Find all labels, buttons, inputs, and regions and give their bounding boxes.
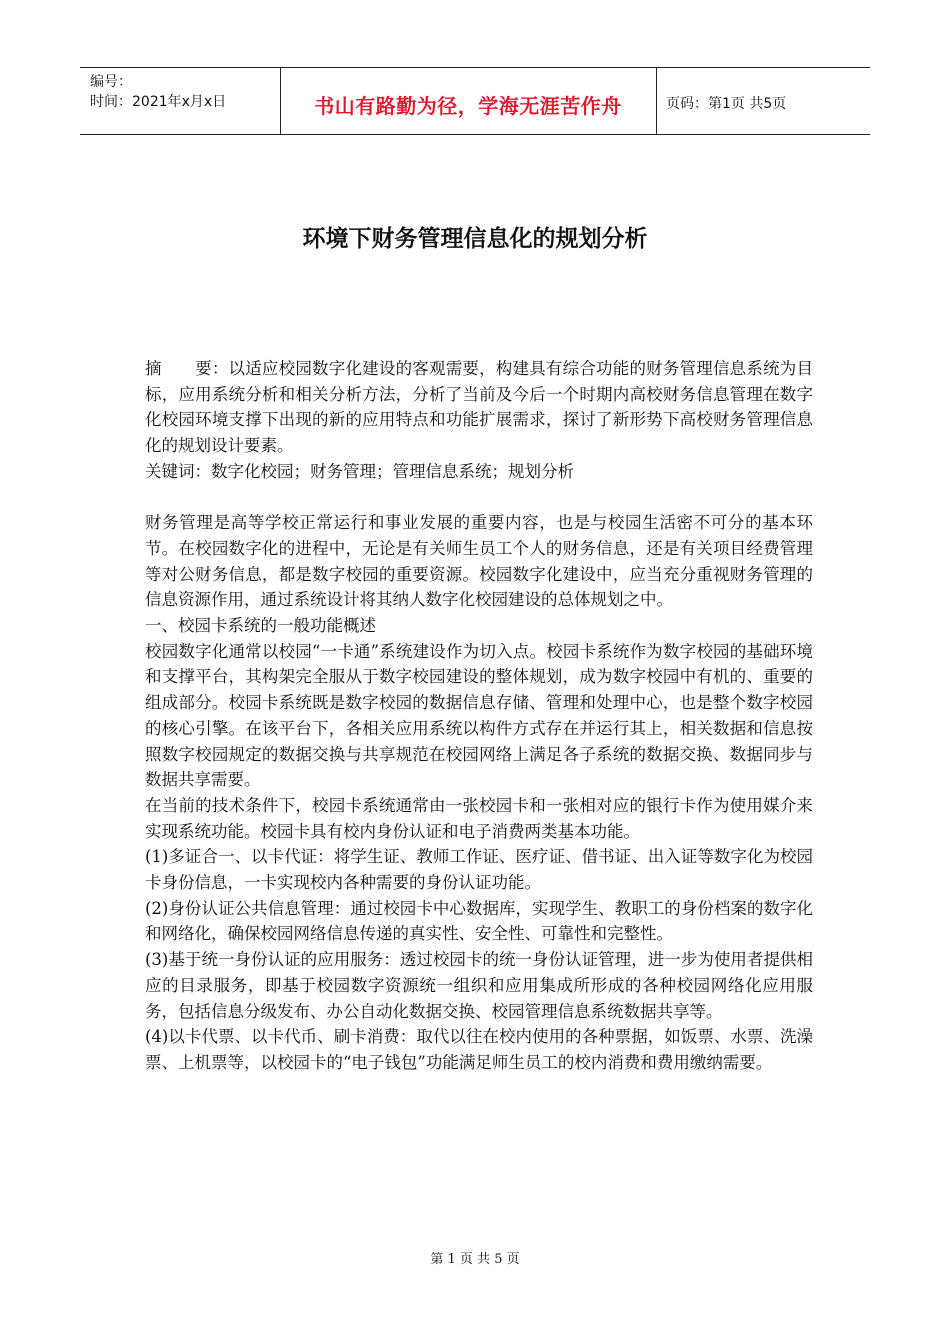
page-info: 页码：第1页 共5页	[666, 96, 787, 112]
paragraph: 财务管理是高等学校正常运行和事业发展的重要内容，也是与校园生活密不可分的基本环节。在校园数字化的进程中，无论是有关师生员工个人的财务信息，还是有关项目经费管理等对公财务信息，都是数字校园的重要资源。校园数字化建设中，应当充分重视财务管理的信息资源作用，通过系统设计将其纳人数字化校园建设的总体规划之中。	[145, 513, 813, 610]
page-header	[80, 67, 870, 135]
section-heading: 一、校园卡系统的一般功能概述	[145, 616, 376, 636]
number-label: 编号：	[90, 74, 132, 90]
document-body	[145, 356, 813, 1076]
abstract: 摘 要：以适应校园数字化建设的客观需要，构建具有综合功能的财务管理信息系统为目标，应用系统分析和相关分析方法，分析了当前及今后一个时期内高校财务信息管理在数字化校园环境支撑下出现的新的应用特点和功能扩展需求，探讨了新形势下高校财务管理信息化的规划设计要素。	[145, 359, 813, 456]
list-item: (4)以卡代票、以卡代币、刷卡消费：取代以往在校内使用的各种票据，如饭票、水票、洗澡票、上机票等，以校园卡的“电子钱包”功能满足师生员工的校内消费和费用缴纳需要。	[145, 1027, 813, 1072]
paragraph-gap	[145, 485, 813, 511]
list-item: (1)多证合一、以卡代证：将学生证、教师工作证、医疗证、借书证、出入证等数字化为校园卡身份信息，一卡实现校内各种需要的身份认证功能。	[145, 847, 813, 893]
date-label: 时间：2021年x月x日	[90, 94, 227, 110]
header-motto: 书山有路勤为径，学海无涯苦作舟	[314, 94, 622, 118]
page-footer: 第 1 页 共 5 页	[430, 1252, 520, 1267]
header-divider	[656, 68, 657, 134]
keywords: 关键词：数字化校园；财务管理；管理信息系统；规划分析	[145, 461, 574, 481]
paragraph: 在当前的技术条件下，校园卡系统通常由一张校园卡和一张相对应的银行卡作为使用媒介来实现系统功能。校园卡具有校内身份认证和电子消费两类基本功能。	[145, 795, 813, 841]
list-item: (3)基于统一身份认证的应用服务：透过校园卡的统一身份认证管理，进一步为使用者提供相应的目录服务，即基于校园数字资源统一组织和应用集成所形成的各种校园网络化应用服务，包括信息分级发布、办公自动化数据交换、校园管理信息系统数据共享等。	[145, 950, 813, 1021]
document-title: 环境下财务管理信息化的规划分析	[302, 226, 648, 252]
header-meta	[90, 72, 226, 112]
list-item: (2)身份认证公共信息管理：通过校园卡中心数据库，实现学生、教职工的身份档案的数字化和网络化，确保校园网络信息传递的真实性、安全性、可靠性和完整性。	[145, 898, 813, 944]
paragraph: 校园数字化通常以校园“一卡通”系统建设作为切入点。校园卡系统作为数字校园的基础环境和支撑平台，其构架完全服从于数字校园建设的整体规划，成为数字校园中有机的、重要的组成部分。校园卡系统既是数字校园的数据信息存储、管理和处理中心，也是整个数字校园的核心引擎。在该平台下，各相关应用系统以构件方式存在并运行其上，相关数据和信息按照数字校园规定的数据交换与共享规范在校园网络上满足各子系统的数据交换、数据同步与数据共享需要。	[145, 641, 813, 790]
